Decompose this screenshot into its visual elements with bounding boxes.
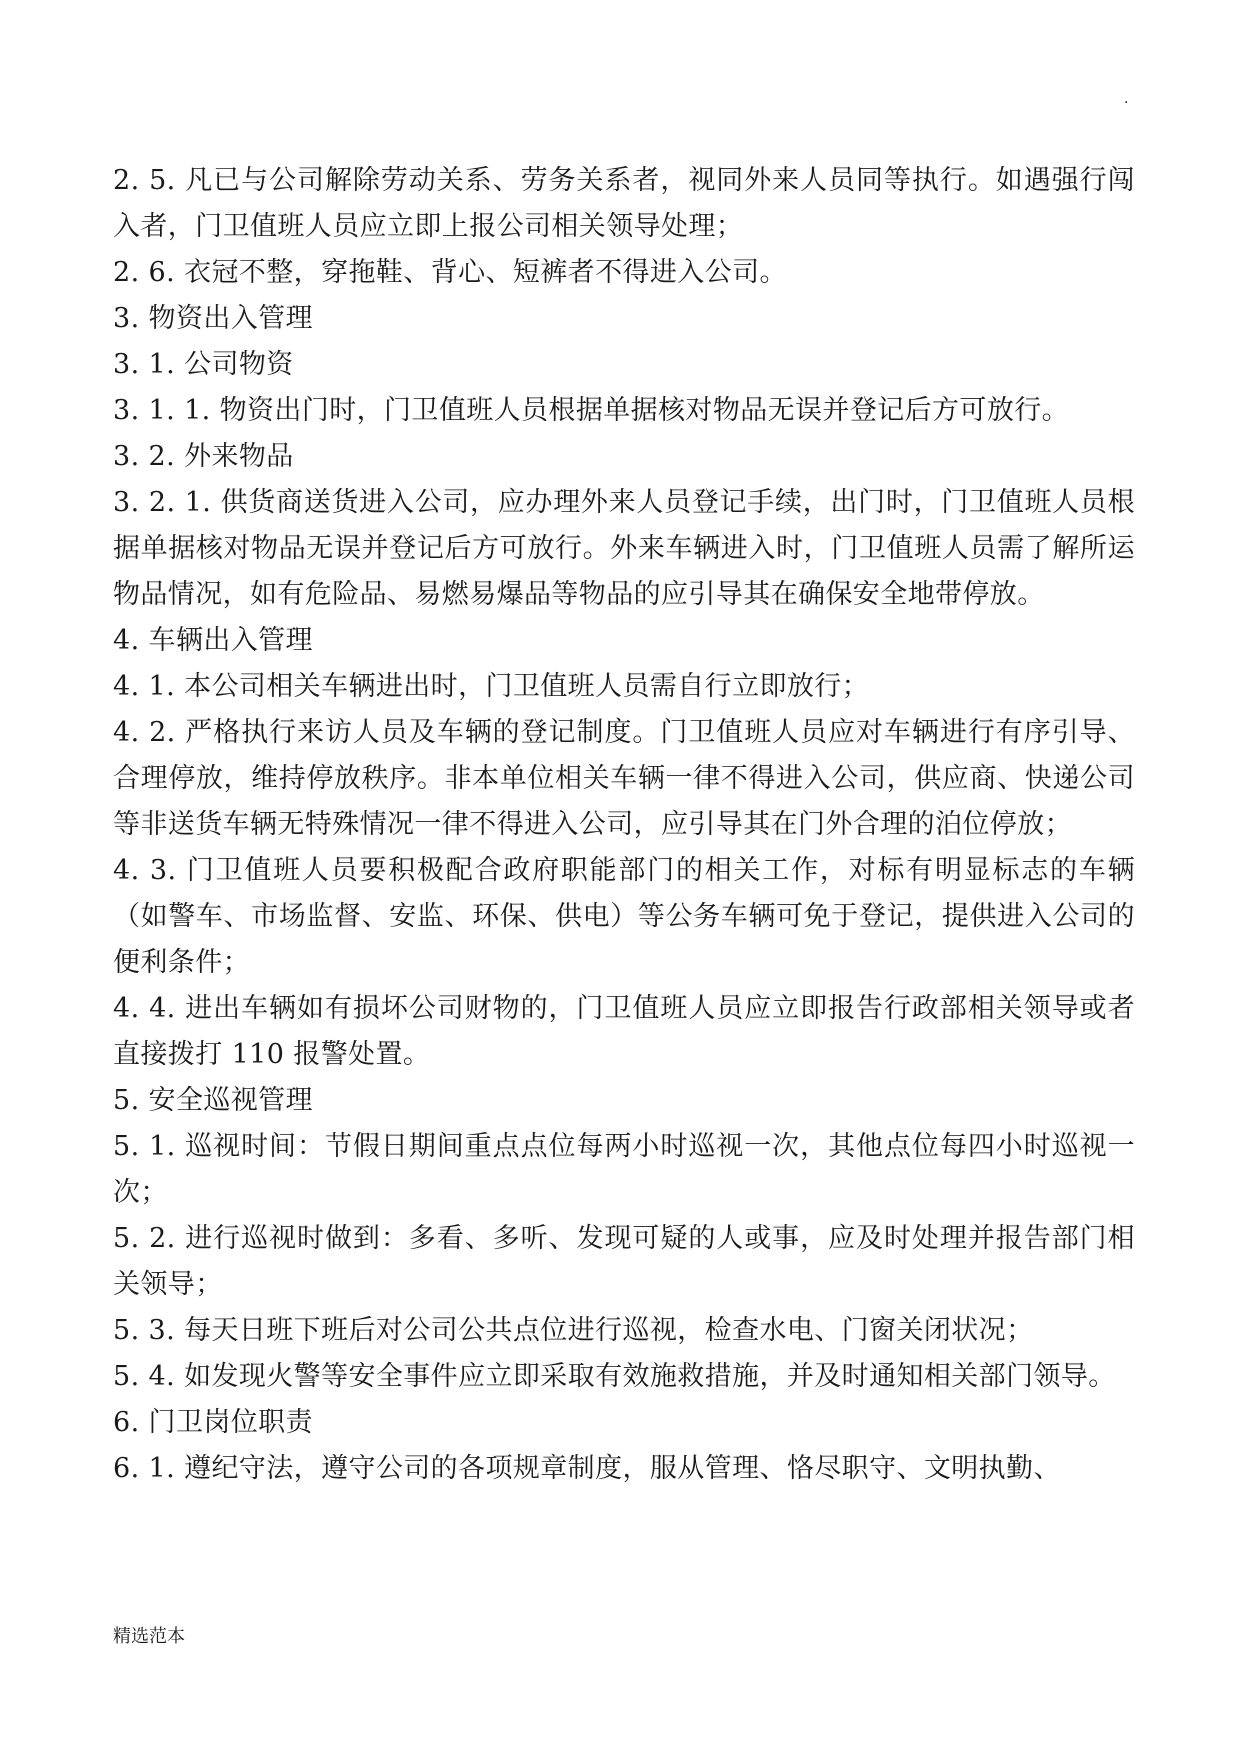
- paragraph-2-5: 2. 5. 凡已与公司解除劳动关系、劳务关系者，视同外来人员同等执行。如遇强行闯入者，门卫值班人员应立即上报公司相关领导处理；: [113, 165, 1135, 242]
- section-heading-5: 5. 安全巡视管理: [113, 1085, 313, 1116]
- paragraph-4-1: 4. 1. 本公司相关车辆进出时，门卫值班人员需自行立即放行；: [113, 671, 870, 702]
- paragraph-2-6: 2. 6. 衣冠不整，穿拖鞋、背心、短裤者不得进入公司。: [113, 257, 787, 288]
- document-body: [113, 158, 1135, 1492]
- paragraph-6-1: 6. 1. 遵纪守法，遵守公司的各项规章制度，服从管理、恪尽职守、文明执勤、: [113, 1453, 1061, 1484]
- page-footer: 精选范本: [113, 1626, 185, 1647]
- subheading-3-2: 3. 2. 外来物品: [113, 441, 294, 472]
- paragraph-3-2-1: 3. 2. 1. 供货商送货进入公司，应办理外来人员登记手续，出门时，门卫值班人员根据单据核对物品无误并登记后方可放行。外来车辆进入时，门卫值班人员需了解所运物品情况，如有危险品、易燃易爆品等物品的应引导其在确保安全地带停放。: [113, 487, 1135, 610]
- paragraph-4-2: 4. 2. 严格执行来访人员及车辆的登记制度。门卫值班人员应对车辆进行有序引导、合理停放，维持停放秩序。非本单位相关车辆一律不得进入公司，供应商、快递公司等非送货车辆无特殊情况一律不得进入公司，应引导其在门外合理的泊位停放；: [113, 717, 1135, 840]
- paragraph-5-2: 5. 2. 进行巡视时做到：多看、多听、发现可疑的人或事，应及时处理并报告部门相关领导；: [113, 1223, 1135, 1300]
- corner-mark: .: [1124, 91, 1129, 107]
- section-heading-6: 6. 门卫岗位职责: [113, 1407, 313, 1438]
- subheading-3-1: 3. 1. 公司物资: [113, 349, 294, 380]
- paragraph-4-4: 4. 4. 进出车辆如有损坏公司财物的，门卫值班人员应立即报告行政部相关领导或者直接拨打 110 报警处置。: [113, 993, 1135, 1070]
- paragraph-4-3: 4. 3. 门卫值班人员要积极配合政府职能部门的相关工作，对标有明显标志的车辆（如警车、市场监督、安监、环保、供电）等公务车辆可免于登记，提供进入公司的便利条件；: [113, 855, 1135, 978]
- paragraph-5-3: 5. 3. 每天日班下班后对公司公共点位进行巡视，检查水电、门窗关闭状况；: [113, 1315, 1034, 1346]
- paragraph-3-1-1: 3. 1. 1. 物资出门时，门卫值班人员根据单据核对物品无误并登记后方可放行。: [113, 395, 1070, 426]
- section-heading-4: 4. 车辆出入管理: [113, 625, 313, 656]
- paragraph-5-1: 5. 1. 巡视时间：节假日期间重点点位每两小时巡视一次，其他点位每四小时巡视一次；: [113, 1131, 1135, 1208]
- paragraph-5-4: 5. 4. 如发现火警等安全事件应立即采取有效施救措施，并及时通知相关部门领导。: [113, 1361, 1116, 1392]
- section-heading-3: 3. 物资出入管理: [113, 303, 313, 334]
